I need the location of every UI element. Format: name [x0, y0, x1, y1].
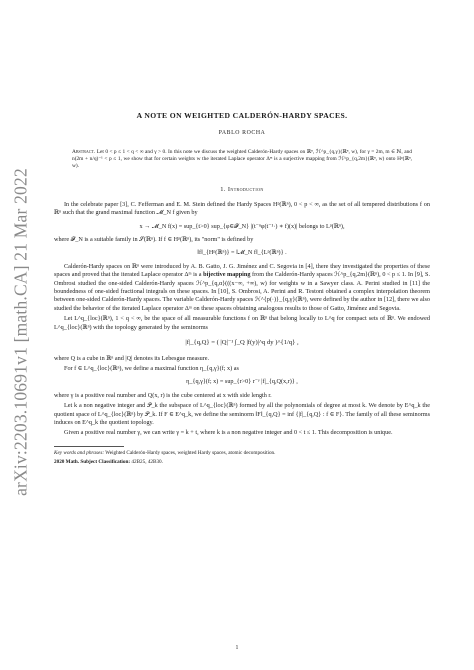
equation-seminorm: |f|_{q,Q} = ( |Q|⁻¹ ∫_Q |f(y)|^q dy )^{1/q} ,: [185, 339, 299, 347]
section-heading: [54, 186, 430, 194]
footnote-divider: [54, 446, 124, 447]
msc-label: 2020 Math. Subject Classification:: [54, 458, 131, 465]
equation-maximal-function: η_{q,γ}(f; x) = sup_{r>0} r⁻ᵞ |f|_{q,Q(x,r)} ,: [186, 378, 298, 386]
arxiv-sidebar: [0, 0, 40, 670]
keywords-text: Weighted Calderón-Hardy spaces, weighted Hardy spaces, atomic decomposition.: [104, 449, 276, 456]
abstract: [72, 149, 412, 171]
paragraph-8: Let k a non negative integer and 𝒫_k the subspace of L^q_{loc}(ℝⁿ) formed by all the polynomials of degree at most k. We denote by E^q_k the quotient space of L^q_{loc}(ℝⁿ) by 𝒫_k. If F ∈ E^q_k, we define the seminorm ‖F‖_{q,Q} = inf {|f|_{q,Q} : f ∈ F}. The family of all these seminorms induces on E^q_k the quotient topology.: [54, 402, 430, 426]
paragraph-9: Given a positive real number γ, we can write γ = k + t, where k is a non negative integer and 0 < t ≤ 1. This decomposition is unique.: [64, 429, 393, 437]
paragraph-5: where Q is a cube in ℝⁿ and |Q| denotes its Lebesgue measure.: [54, 354, 210, 362]
paragraph-3: [54, 263, 430, 313]
paper-page: [54, 112, 430, 467]
paragraph-2: where 𝓕_N is a suitable family in 𝒮(ℝⁿ). If f ∈ Hᵖ(ℝⁿ), its "norm" is defined by: [54, 236, 254, 244]
equation-grand-maximal: x → 𝓜_N f(x) = sup_{t>0} sup_{φ∈𝓕_N} |(t⁻ⁿφ(t⁻¹·) ∗ f)(x)| belongs to Lᵖ(ℝⁿ),: [139, 222, 345, 230]
paragraph-3-end: from the Calderón-Hardy spaces ℋ^p_{q,2m}(ℝⁿ), 0 < p ≤ 1. In [9], S. Ombrosi studied the one-sided Calderón-Hardy spaces ℋ^p_{q,α}(((x−∞, +∞), w) for weights w in a Sawyer class. A. Perini studied in [11] the boundedness of one-sided fractional integrals on these spaces. In [10], S. Ombrosi, A. Perini and R. Testoni obtained a complex interpolation theorem between one-sided Calderón-Hardy spaces. The variable Calderón-Hardy spaces ℋ^{p(·)}_{q,γ}(ℝⁿ), were defined by the author in [12], there we also studied the behavior of the iterated Laplace operator Δᵐ on these spaces obtaining analogous results to those of Gatto, Jiménez and Segovia.: [54, 271, 431, 312]
paragraph-3-start: Calderón-Hardy spaces on ℝⁿ were introduced by A. B. Gatto, J. G. Jiménez and C. Segovia in [4], there they investigated the properties of these spaces and proved that the iterated Laplace operator Δᵐ is a: [54, 262, 430, 279]
page-number: 1: [235, 645, 239, 651]
paper-title: A NOTE ON WEIGHTED CALDERÓN-HARDY SPACES.: [136, 111, 348, 120]
arxiv-identifier: arXiv:2203.10691v1 [math.CA] 21 Mar 2022: [10, 168, 31, 496]
author-name: PABLO ROCHA: [218, 130, 266, 137]
msc-text: 42B25, 42B30.: [130, 458, 163, 465]
paragraph-4: Let L^q_{loc}(ℝⁿ), 1 < q < ∞, be the space of all measurable functions f on ℝⁿ that belong locally to L^q for compact sets of ℝⁿ. We endowed L^q_{loc}(ℝⁿ) with the topology generated by the seminorms: [54, 315, 430, 331]
equation-hardy-norm: ‖f‖_{Hᵖ(ℝⁿ)} = ‖𝓜_N f‖_{Lᵖ(ℝⁿ)} .: [197, 249, 287, 257]
paragraph-7: where γ is a positive real number and Q(x, r) is the cube centered at x with side length r.: [54, 391, 272, 399]
keywords-label: Key words and phrases:: [54, 449, 105, 456]
abstract-text: Let 0 < p ≤ 1 < q < ∞ and γ > 0. In this note we discuss the weighted Calderón-Hardy spaces on ℝⁿ, ℋ^p_{q,γ}(ℝⁿ, w), for γ = 2m, m ∈ ℕ, and n(2m + n/q)⁻¹ < p ≤ 1, we show that for certain weights w the iterated Laplace operator Δᵐ is a surjective mapping from ℋ^p_{q,2m}(ℝⁿ, w) onto Hᵖ(ℝⁿ, w).: [72, 148, 412, 170]
section-number: 1.: [220, 186, 226, 194]
paragraph-6: For f ∈ L^q_{loc}(ℝⁿ), we define a maximal function η_{q,γ}(f; x) as: [64, 364, 239, 372]
keywords-footnote: [54, 450, 430, 457]
section-title: Introduction: [227, 186, 264, 194]
bold-phrase: bijective mapping: [203, 271, 251, 279]
paragraph-1: In the celebrate paper [3], C. Fefferman and E. M. Stein defined the Hardy Spaces Hᵖ(ℝⁿ), 0 < p < ∞, as the set of all tempered distributions f on ℝⁿ such that the grand maximal function 𝓜_N f given by: [54, 200, 430, 217]
msc-footnote: [54, 459, 430, 466]
abstract-label: Abstract.: [72, 148, 96, 155]
